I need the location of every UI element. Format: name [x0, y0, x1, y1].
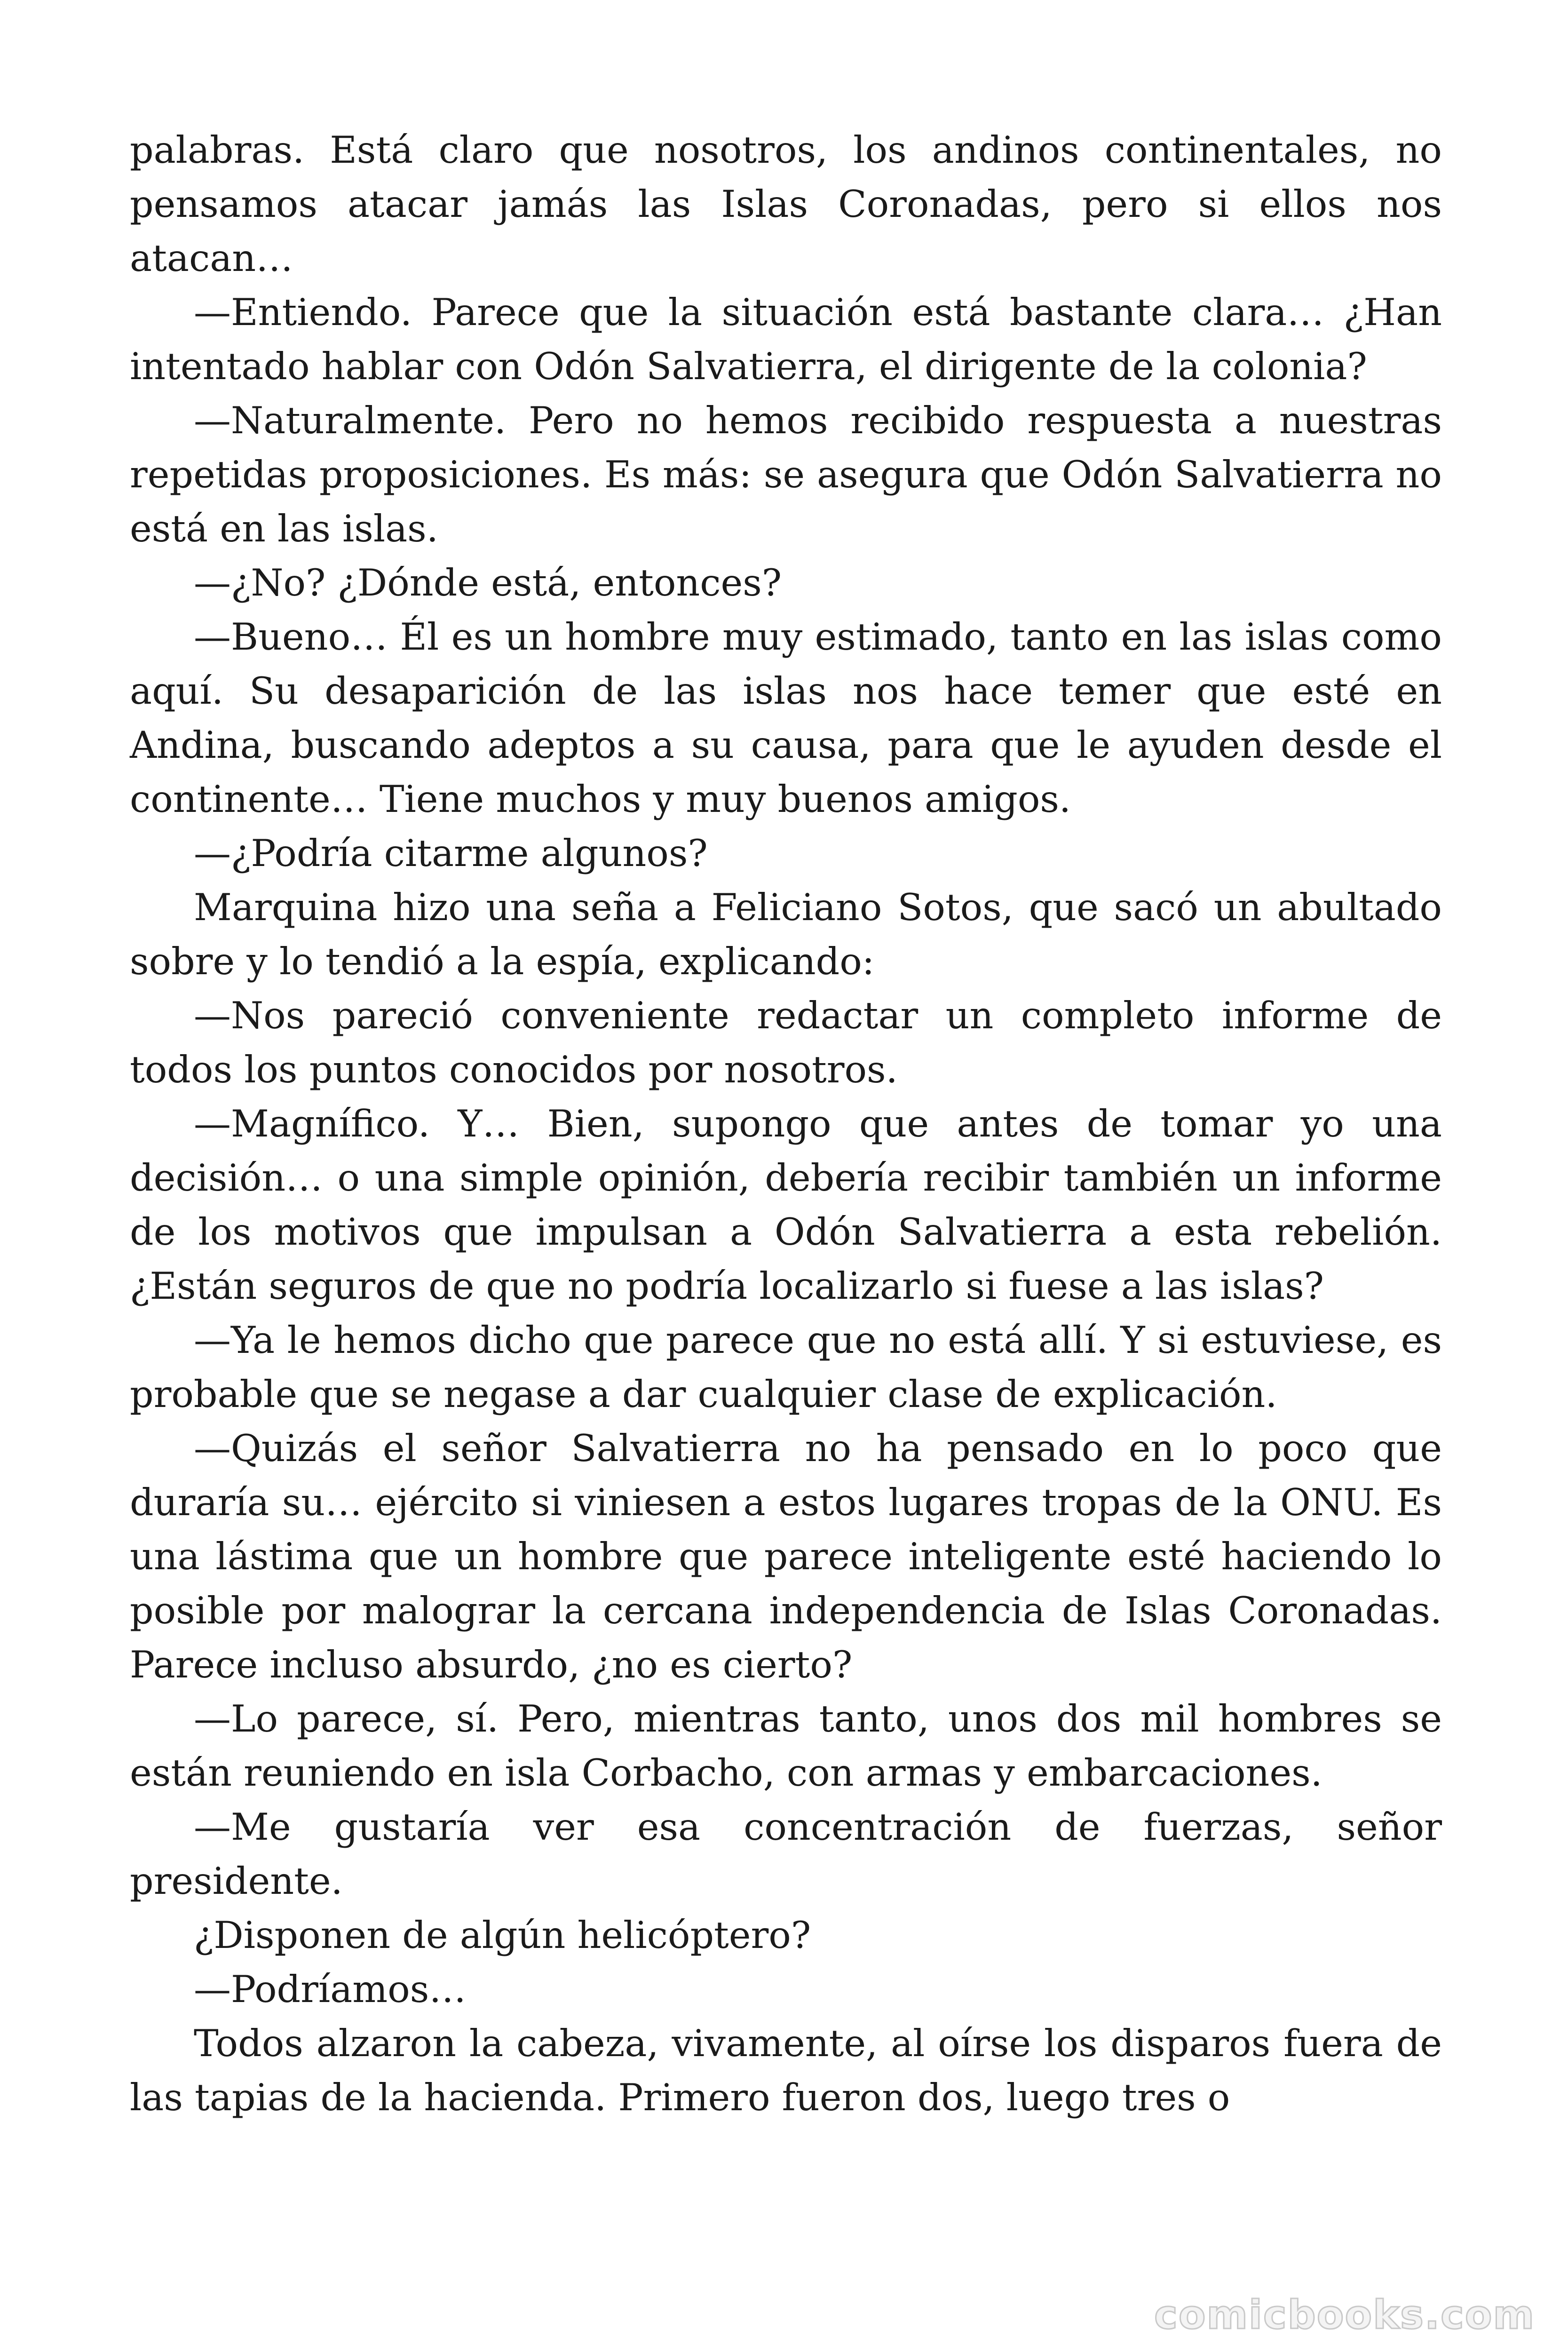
paragraph: —¿No? ¿Dónde está, entonces?	[194, 561, 782, 604]
paragraph: —Bueno… Él es un hombre muy estimado, tanto en las islas como aquí. Su desaparición de las islas nos hace temer que esté en Andina, buscando adeptos a su causa, para que le ayuden desde el continente… Tiene muchos y muy buenos amigos.	[130, 615, 1442, 821]
watermark: comicbooks.com	[1154, 2292, 1535, 2338]
paragraph: Marquina hizo una seña a Feliciano Sotos, que sacó un abultado sobre y lo tendió a la espía, explicando:	[130, 886, 1442, 983]
paragraph: —Me gustaría ver esa concentración de fuerzas, señor presidente.	[130, 1805, 1442, 1903]
paragraph: ¿Disponen de algún helicóptero?	[194, 1914, 811, 1957]
paragraph: —Nos pareció conveniente redactar un completo informe de todos los puntos conocidos por nosotros.	[130, 994, 1442, 1091]
paragraph: —Entiendo. Parece que la situación está bastante clara… ¿Han intentado hablar con Odón Salvatierra, el dirigente de la colonia?	[130, 291, 1442, 388]
paragraph: —Naturalmente. Pero no hemos recibido respuesta a nuestras repetidas proposiciones. Es más: se asegura que Odón Salvatierra no está en las islas.	[130, 399, 1442, 550]
paragraph: —Ya le hemos dicho que parece que no está allí. Y si estuviese, es probable que se negase a dar cualquier clase de explicación.	[130, 1319, 1442, 1416]
paragraph: —Magnífico. Y… Bien, supongo que antes de tomar yo una decisión… o una simple opinión, debería recibir también un informe de los motivos que impulsan a Odón Salvatierra a esta rebelión. ¿Están seguros de que no podría localizarlo si fuese a las islas?	[130, 1102, 1442, 1308]
paragraph: —Quizás el señor Salvatierra no ha pensado en lo poco que duraría su… ejército si viniesen a estos lugares tropas de la ONU. Es una lástima que un hombre que parece inteligente esté haciendo lo posible por malograr la cercana independencia de Islas Coronadas. Parece incluso absurdo, ¿no es cierto?	[130, 1427, 1442, 1686]
paragraph: —Podríamos…	[194, 1968, 467, 2011]
paragraph: Todos alzaron la cabeza, vivamente, al oírse los disparos fuera de las tapias de la hacienda. Primero fueron dos, luego tres o	[130, 2022, 1442, 2119]
paragraph: palabras. Está claro que nosotros, los andinos continentales, no pensamos atacar jamás las Islas Coronadas, pero si ellos nos atacan…	[130, 128, 1442, 280]
body-text	[130, 123, 1442, 2125]
paragraph: —Lo parece, sí. Pero, mientras tanto, unos dos mil hombres se están reuniendo en isla Corbacho, con armas y embarcaciones.	[130, 1697, 1442, 1795]
paragraph: —¿Podría citarme algunos?	[194, 832, 708, 875]
